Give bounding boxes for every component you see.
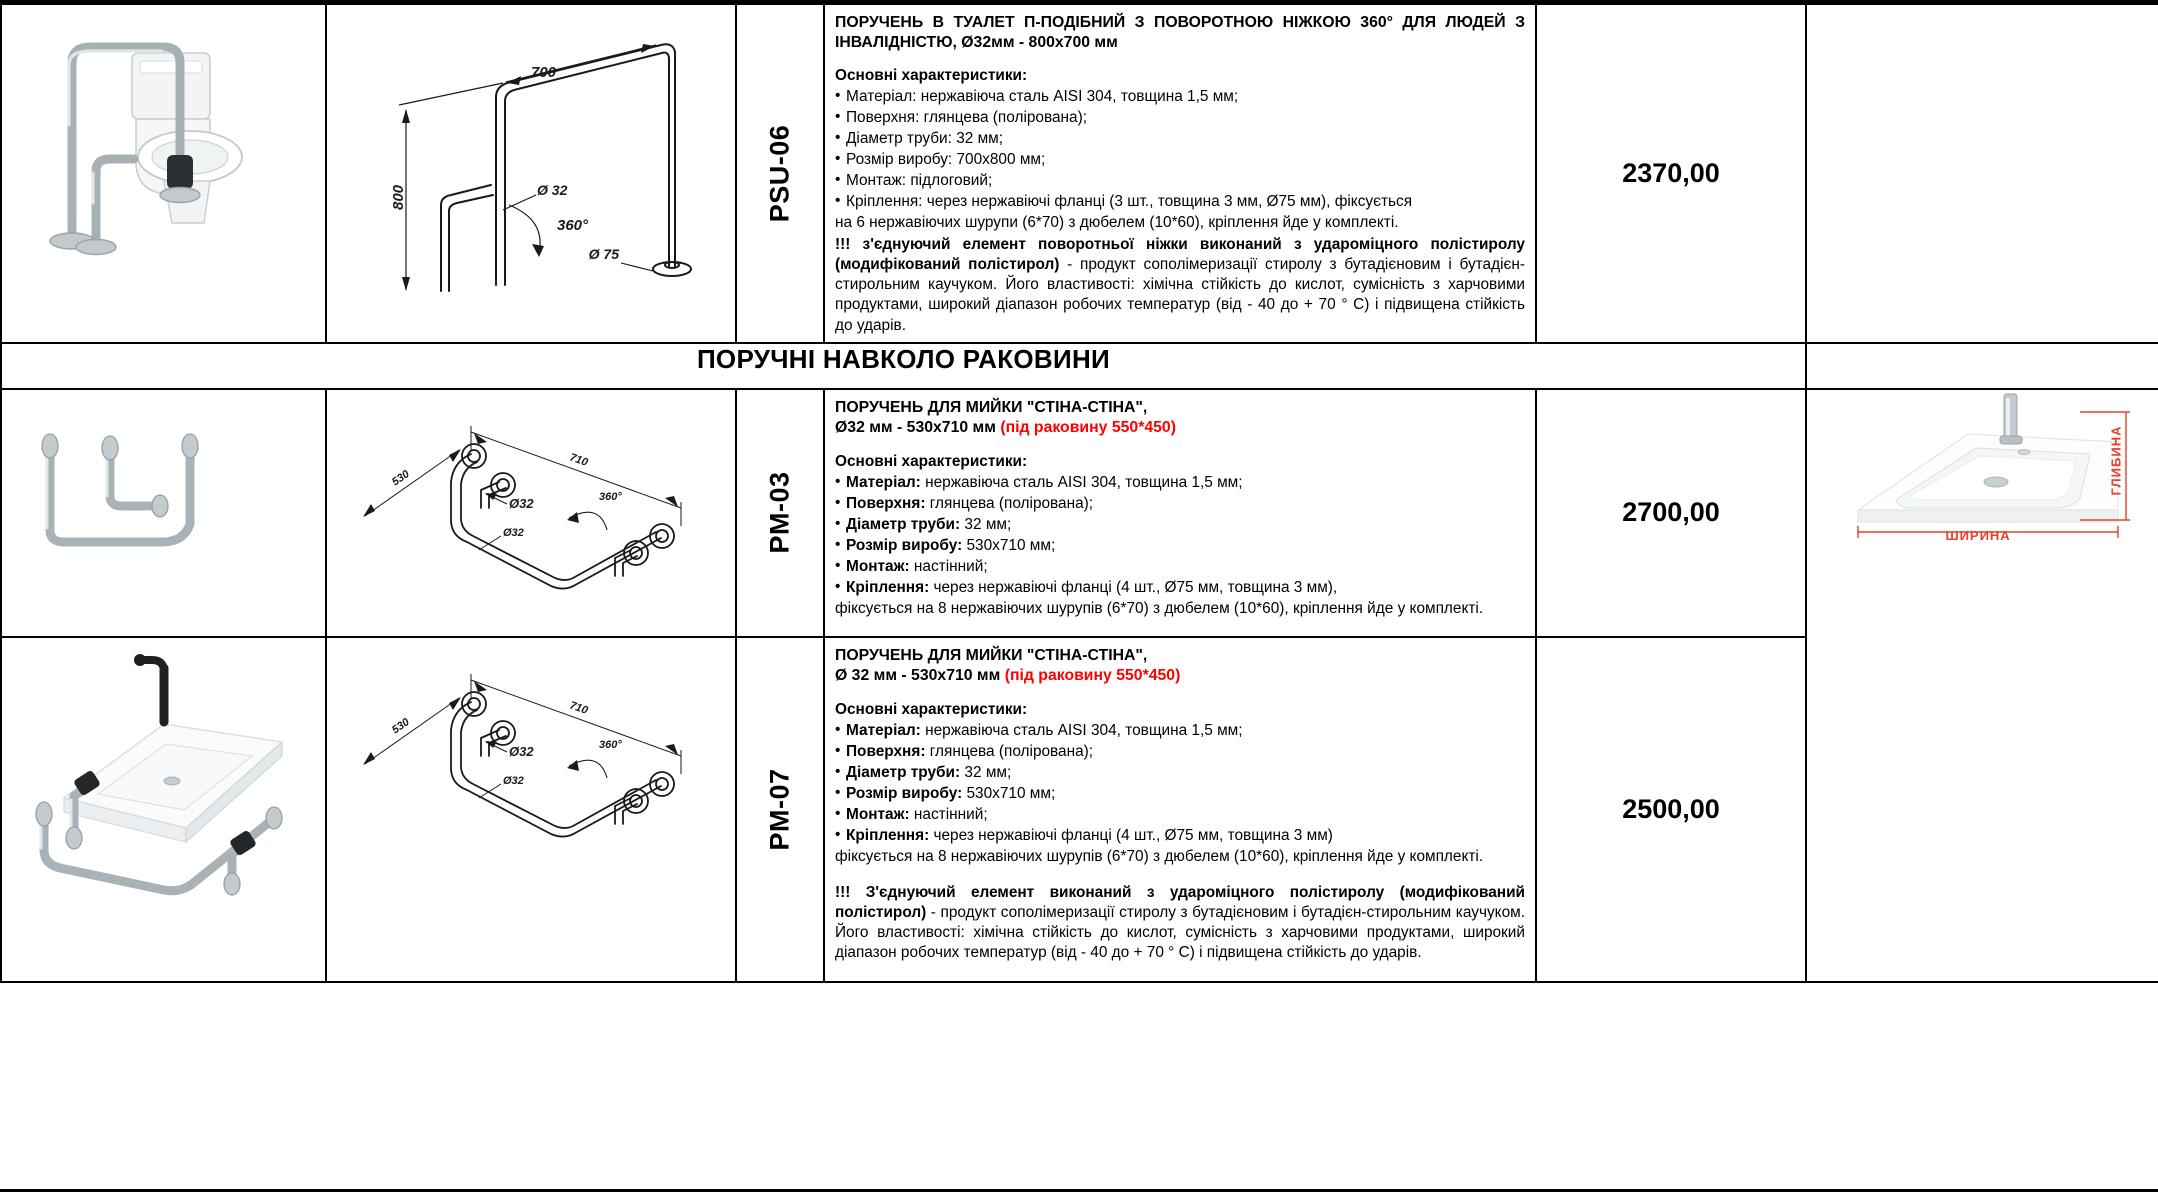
spec-label: Кріплення:: [846, 826, 930, 844]
spec-value: глянцева (полірована);: [925, 494, 1094, 512]
product-sink-note: (під раковину 550*450): [1004, 667, 1181, 685]
technical-drawing-cell: [326, 4, 736, 343]
extra-cell: [1806, 343, 2158, 389]
spec-value: нержавіюча сталь AISI 304, товщина 1,5 мм;: [920, 721, 1243, 739]
toilet-with-grab-bar-illustration: [14, 5, 314, 295]
product-code-pm-03: PM-03: [764, 471, 795, 554]
list-item: [835, 742, 1525, 762]
spec-continuation-line: на 6 нержавіючих шурупи (6*70) з дюбелем (10*60), кріплення йде у комплекті.: [835, 213, 1399, 231]
dimension-label-360: 360°: [599, 738, 622, 751]
list-item: [835, 721, 1525, 741]
spec-label: Розмір виробу:: [846, 536, 963, 554]
list-item: [835, 494, 1525, 514]
product-sink-note: (під раковину 550*450): [1000, 419, 1176, 437]
price-cell: [1536, 637, 1806, 982]
spec-value: 32 мм;: [951, 129, 1004, 147]
specs-heading: Основні характеристики:: [835, 700, 1028, 718]
technical-drawing-cell: [326, 389, 736, 637]
product-size: Ø32 мм - 530х710 мм: [835, 419, 1001, 437]
product-title-line-2: [835, 418, 1525, 439]
spec-value: підлоговий;: [906, 171, 993, 189]
spec-value: 32 мм;: [960, 763, 1012, 781]
specs-list: [835, 721, 1525, 846]
sink-dimension-diagram: [1807, 390, 2158, 570]
spec-value: глянцева (полірована);: [919, 108, 1088, 126]
product-code-cell: [736, 637, 824, 982]
dimension-label-360: 360°: [557, 217, 589, 234]
spec-label: Розмір виробу:: [846, 784, 963, 802]
dimension-label-diameter-32-upper: Ø32: [509, 743, 534, 759]
table-row: [1, 389, 2158, 637]
pm-07-drawing-svg: [331, 638, 731, 873]
spec-value: 700х800 мм;: [952, 150, 1046, 168]
product-title-line-2: [835, 666, 1525, 687]
list-item: [835, 784, 1525, 804]
pm-03-technical-drawing: [327, 390, 735, 625]
spec-label: Діаметр труби:: [846, 515, 961, 533]
list-item: [835, 557, 1525, 577]
list-item: [835, 536, 1525, 556]
product-photo-cell: [1, 4, 326, 343]
note-body: - продукт сополімеризації стиролу з бутадієновим і бутадієн-стирольним каучуком. Його властивості: хімічна стійкість до кислот, сумісність з харчовими продуктами, широкий діапазон робочих температур (від - 40 до + 70 ° С) і підвищена стійкість до ударів.: [835, 904, 1525, 962]
spec-label: Монтаж:: [846, 805, 910, 823]
product-code-cell: [736, 389, 824, 637]
price-cell: [1536, 4, 1806, 343]
spec-label: Монтаж:: [846, 557, 910, 575]
product-code-psu-06: PSU-06: [764, 124, 795, 223]
technical-drawing-cell: [326, 637, 736, 982]
list-item: [835, 87, 1525, 107]
spec-label: Кріплення:: [846, 578, 930, 596]
list-item: [835, 192, 1525, 212]
pm-03-drawing-svg: [331, 390, 731, 625]
price-value: 2370,00: [1622, 157, 1720, 188]
list-item: [835, 473, 1525, 493]
product-photo-cell: [1, 389, 326, 637]
spec-value: нержавіюча сталь AISI 304, товщина 1,5 мм;: [920, 473, 1243, 491]
section-banner: [1, 343, 1806, 389]
specs-heading: Основні характеристики:: [835, 66, 1028, 84]
dimension-label-530: 530: [389, 467, 412, 489]
list-item: [835, 171, 1525, 191]
dimension-label-diameter-32: Ø 32: [537, 182, 568, 198]
note-body: - продукт сополімеризації стиролу з бутадієновим і бутадієн-стирольним каучуком. Його властивості: хімічна стійкість до кислот, сумісність з харчовими продуктами, широкий діапазон робочих температур (від - 40 до + 70 ° С) і підвищена стійкість до ударів.: [835, 256, 1525, 334]
spec-value: настінний;: [909, 557, 988, 575]
product-description-cell: [824, 4, 1536, 343]
dimension-label-710: 710: [568, 451, 590, 469]
list-item: [835, 578, 1525, 598]
list-item: [835, 108, 1525, 128]
list-item: [835, 129, 1525, 149]
dimension-label-diameter-75: Ø 75: [588, 246, 619, 262]
product-description-cell: [824, 389, 1536, 637]
toilet-grab-bar-photo: [2, 5, 325, 295]
spec-label: Поверхня:: [846, 494, 926, 512]
sink-photo-with-labels: [1818, 390, 2148, 570]
spec-label: Поверхня:: [846, 108, 920, 126]
psu-06-technical-drawing: [327, 5, 735, 297]
spec-value: 530х710 мм;: [962, 536, 1056, 554]
specs-heading: Основні характеристики:: [835, 452, 1028, 470]
dimension-label-360: 360°: [599, 490, 622, 503]
spec-value: через нержавіючі фланці (4 шт., Ø75 мм, товщина 3 мм),: [929, 578, 1338, 596]
spec-value: нержавіюча сталь AISI 304, товщина 1,5 мм;: [916, 87, 1239, 105]
pm-03-product-photo-illustration: [14, 390, 314, 590]
specs-list: [835, 87, 1525, 212]
extra-cell: [1806, 389, 2158, 982]
list-item: [835, 805, 1525, 825]
spec-continuation-line: фіксується на 8 нержавіючих шурупів (6*70) з дюбелем (10*60), кріплення йде у комплекті.: [835, 847, 1484, 865]
psu-06-drawing-svg: [331, 5, 731, 297]
dimension-label-710: 710: [568, 699, 590, 717]
section-banner-label: ПОРУЧНІ НАВКОЛО РАКОВИНИ: [696, 343, 1111, 374]
spec-label: Матеріал:: [846, 721, 921, 739]
list-item: [835, 150, 1525, 170]
sink-with-grab-bar-photo: [2, 638, 325, 918]
product-catalog-table: [0, 3, 2158, 983]
spec-label: Розмір виробу:: [846, 150, 953, 168]
spec-value: через нержавіючі фланці (4 шт., Ø75 мм, товщина 3 мм): [929, 826, 1333, 844]
spec-value: 32 мм;: [960, 515, 1012, 533]
sink-grab-bar-photo: [2, 390, 325, 590]
spec-label: Поверхня:: [846, 742, 926, 760]
spec-continuation-line: фіксується на 8 нержавіючих шурупів (6*70) з дюбелем (10*60), кріплення йде у комплекті.: [835, 599, 1484, 617]
spec-label: Діаметр труби:: [846, 763, 961, 781]
product-code-pm-07: PM-07: [764, 768, 795, 851]
spec-label: Матеріал:: [846, 87, 917, 105]
spec-value: 530х710 мм;: [962, 784, 1056, 802]
product-description-cell: [824, 637, 1536, 982]
spec-value: настінний;: [909, 805, 988, 823]
price-value: 2500,00: [1622, 793, 1720, 824]
polystyrene-note: [835, 883, 1525, 964]
spec-value: глянцева (полірована);: [925, 742, 1094, 760]
dimension-label-diameter-32-lower: Ø32: [503, 774, 524, 787]
price-cell: [1536, 389, 1806, 637]
dimension-label-diameter-32-upper: Ø32: [509, 495, 534, 511]
extra-cell: [1806, 4, 2158, 343]
product-photo-cell: [1, 637, 326, 982]
table-row: [1, 4, 2158, 343]
sink-width-label: ШИРИНА: [1945, 527, 2011, 543]
product-size: Ø 32 мм - 530х710 мм: [835, 667, 1005, 685]
pm-07-technical-drawing: [327, 638, 735, 873]
dimension-label-800: 800: [390, 184, 407, 210]
spec-label: Монтаж:: [846, 171, 907, 189]
note-emphasis: !!! з'єднуючий елемент поворотньої ніжки виконаний з ударомiцного полістиролу (модифікований полістирол): [835, 235, 1525, 274]
sink-illustration: [1818, 390, 2148, 570]
dimension-label-530: 530: [389, 715, 412, 737]
product-title-line-1: ПОРУЧЕНЬ ДЛЯ МИЙКИ "СТІНА-СТІНА",: [835, 398, 1148, 416]
product-code-cell: [736, 4, 824, 343]
product-title-line-1: ПОРУЧЕНЬ ДЛЯ МИЙКИ "СТІНА-СТІНА",: [835, 646, 1148, 664]
dimension-label-diameter-32-lower: Ø32: [503, 526, 524, 539]
spec-label: Кріплення:: [846, 192, 923, 210]
list-item: [835, 515, 1525, 535]
specs-list: [835, 473, 1525, 598]
list-item: [835, 826, 1525, 846]
sink-depth-label: ГЛИБИНА: [2108, 425, 2123, 496]
product-title: ПОРУЧЕНЬ В ТУАЛЕТ П-ПОДІБНИЙ З ПОВОРОТНОЮ НІЖКОЮ 360° ДЛЯ ЛЮДЕЙ З ІНВАЛІДНІСТЮ, Ø32мм - 800x700 мм: [835, 14, 1525, 51]
section-banner-row: [1, 343, 2158, 389]
spec-label: Матеріал:: [846, 473, 921, 491]
price-value: 2700,00: [1622, 497, 1720, 528]
spec-value: через нержавіючі фланці (3 шт., товщина 3 мм, Ø75 мм), фіксується: [922, 192, 1413, 210]
note-emphasis: !!! З'єднуючий елемент виконаний з ударомiцного полістиролу (модифікований полістирол): [835, 883, 1525, 922]
pm-07-product-photo-illustration: [14, 638, 314, 918]
dimension-label-700: 700: [531, 64, 557, 81]
polystyrene-note: [835, 235, 1525, 336]
list-item: [835, 763, 1525, 783]
spec-label: Діаметр труби:: [846, 129, 952, 147]
